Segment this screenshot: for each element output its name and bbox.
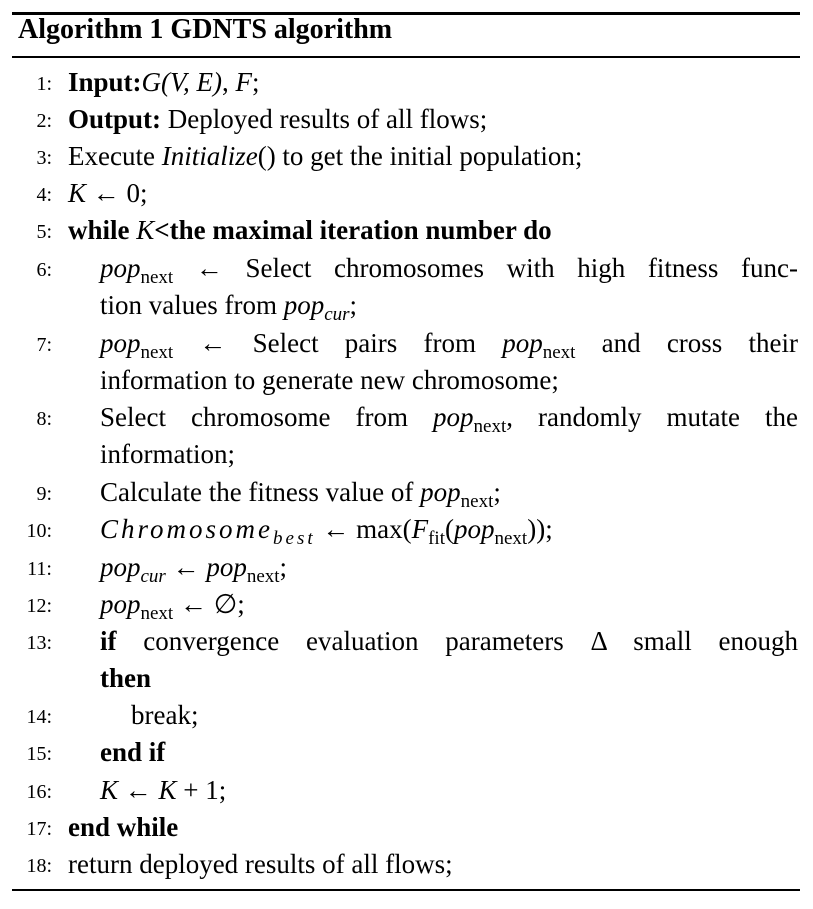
input-keyword: Input:	[68, 67, 142, 97]
algorithm-line-9	[0, 474, 813, 511]
variable: K	[100, 775, 119, 805]
subscript: cur	[324, 304, 350, 325]
algorithm-line-8-cont	[0, 436, 813, 473]
line-number: 14:	[26, 706, 52, 728]
line-text: convergence evaluation parameters Δ small enough	[116, 626, 798, 656]
subscript: cur	[140, 566, 166, 587]
algorithm-line-4	[0, 175, 813, 212]
line-text: tion values from	[100, 290, 284, 320]
variable: pop	[420, 477, 461, 507]
line-text: (	[445, 514, 454, 544]
line-text: () to get the initial population;	[257, 141, 583, 171]
algorithm-line-15	[0, 734, 813, 771]
algorithm-title: Algorithm 1 GDNTS algorithm	[18, 14, 393, 45]
algorithm-line-14	[0, 697, 813, 734]
variable: pop	[283, 290, 325, 320]
subscript: next	[460, 491, 494, 512]
subscript: next	[140, 342, 174, 363]
algorithm-line-18	[0, 846, 813, 883]
output-keyword: Output:	[68, 104, 162, 134]
line-number: 2:	[36, 110, 52, 132]
line-text: information to generate new chromosome;	[100, 365, 559, 395]
line-number: 1:	[36, 73, 52, 95]
line-text: ← ∅;	[173, 589, 245, 619]
subscript: best	[273, 528, 316, 549]
line-number: 16:	[26, 781, 52, 803]
if-keyword: if	[100, 626, 117, 656]
line-text: ← max(	[315, 514, 412, 544]
algorithm-line-6	[0, 250, 813, 287]
end-while-keyword: end while	[68, 812, 179, 842]
line-number: 12:	[26, 595, 52, 617]
algorithm-line-2	[0, 101, 813, 138]
line-number: 18:	[26, 855, 52, 877]
subscript: next	[494, 528, 528, 549]
algorithm-line-10	[0, 511, 813, 548]
terminator: ;	[349, 290, 358, 320]
line-number: 3:	[36, 147, 52, 169]
line-number: 5:	[36, 221, 52, 243]
variable: K	[68, 178, 87, 208]
algorithm-line-11	[0, 549, 813, 586]
subscript: next	[246, 566, 280, 587]
line-number: 9:	[36, 483, 52, 505]
end-if-keyword: end if	[100, 737, 166, 767]
subscript: fit	[428, 528, 445, 549]
algorithm-line-7	[0, 325, 813, 362]
algorithm-line-1	[0, 64, 813, 101]
terminator: ;	[252, 67, 260, 97]
algorithm-line-13	[0, 623, 813, 660]
line-number: 10:	[26, 520, 52, 542]
variable: pop	[100, 328, 141, 358]
subscript: next	[140, 603, 174, 624]
algorithm-bottom-rule	[12, 889, 800, 891]
then-keyword: then	[100, 663, 152, 693]
algorithm-line-6-cont	[0, 287, 813, 324]
line-text: ← 0;	[86, 178, 148, 208]
line-text: , randomly mutate the	[506, 402, 798, 432]
line-text: ←	[118, 775, 159, 805]
line-text: break;	[131, 700, 199, 730]
algorithm-line-3	[0, 138, 813, 175]
variable: pop	[100, 253, 141, 283]
line-number: 8:	[36, 408, 52, 430]
line-number: 11:	[27, 558, 52, 580]
line-text: Calculate the fitness value of	[100, 477, 421, 507]
variable: pop	[433, 402, 474, 432]
loop-condition: <the maximal iteration number do	[154, 215, 552, 245]
while-keyword: while	[68, 215, 137, 245]
algorithm-line-16	[0, 772, 813, 809]
line-number: 17:	[26, 818, 52, 840]
variable: K	[136, 215, 155, 245]
terminator: ));	[527, 514, 553, 544]
variable: pop	[206, 552, 247, 582]
function-name: Initialize	[161, 141, 258, 171]
line-number: 13:	[26, 632, 52, 654]
terminator: ;	[493, 477, 501, 507]
algorithm-line-13-cont	[0, 660, 813, 697]
line-number: 6:	[36, 259, 52, 281]
variable: K	[158, 775, 177, 805]
algorithm-line-7-cont	[0, 362, 813, 399]
line-text: and cross their	[575, 328, 798, 358]
line-text: Execute	[68, 141, 162, 171]
line-text: Deployed results of all flows;	[161, 104, 488, 134]
variable: Chromosome	[100, 514, 274, 544]
function-symbol: F	[235, 67, 253, 97]
variable: pop	[454, 514, 495, 544]
variable: pop	[100, 589, 141, 619]
line-text: return deployed results of all flows;	[68, 849, 453, 879]
algorithm-line-8	[0, 399, 813, 436]
subscript: next	[473, 416, 507, 437]
line-number: 4:	[36, 184, 52, 206]
separator: ,	[222, 67, 236, 97]
algorithm-line-12	[0, 586, 813, 623]
terminator: + 1;	[176, 775, 227, 805]
line-text: ← Select chromosomes with high fitness func-	[173, 253, 798, 283]
line-text: ←	[165, 552, 207, 582]
subscript: next	[140, 267, 174, 288]
function-symbol: F	[411, 514, 429, 544]
line-text: information;	[100, 439, 235, 469]
algorithm-title-rule	[12, 56, 800, 58]
subscript: next	[542, 342, 576, 363]
line-number: 7:	[36, 334, 52, 356]
variable: pop	[100, 552, 141, 582]
line-text: Select chromosome from	[100, 402, 434, 432]
algorithm-line-5	[0, 212, 813, 249]
line-text: ← Select pairs from	[173, 328, 503, 358]
line-number: 15:	[26, 743, 52, 765]
algorithm-line-17	[0, 809, 813, 846]
terminator: ;	[279, 552, 288, 582]
variable: pop	[502, 328, 543, 358]
graph-symbol: G(V, E)	[141, 67, 223, 97]
